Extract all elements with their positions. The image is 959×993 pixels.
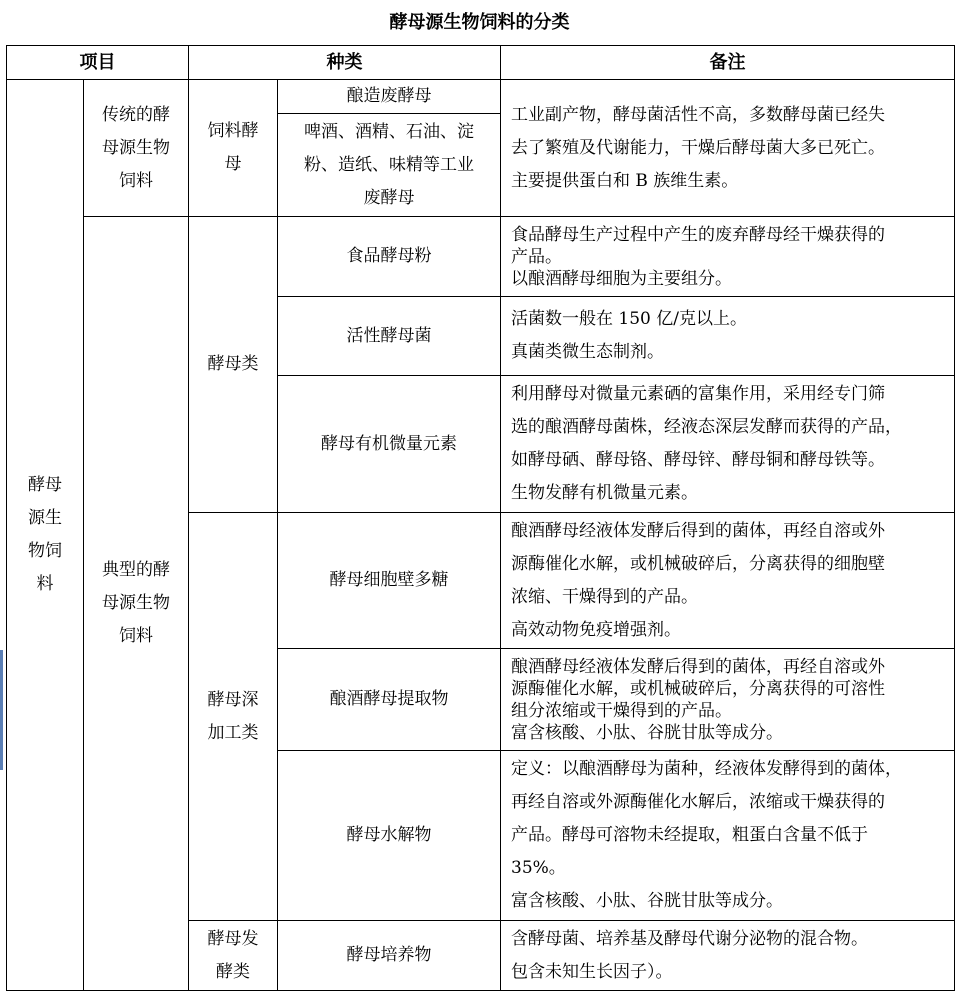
note-line: 含酵母菌、培养基及酵母代谢分泌物的混合物。: [511, 928, 868, 949]
note-line: 选的酿酒酵母菌株，经液态深层发酵而获得的产品，: [511, 417, 902, 437]
traditional-label-line: 母源生物: [102, 137, 170, 158]
yeast-class-label: 酵母类: [189, 217, 278, 513]
kind-yeast-culture: 酵母培养物: [278, 921, 501, 991]
kind-industrial-waste-yeast: [278, 114, 501, 217]
note-line: 酿酒酵母经液体发酵后得到的菌体，再经自溶或外: [511, 520, 885, 541]
note-line: 以酿酒酵母细胞为主要组分。: [511, 268, 732, 289]
kind-line: 废酵母: [363, 187, 415, 208]
kind-line: 粉、造纸、味精等工业: [304, 154, 474, 175]
header-note: 备注: [501, 46, 955, 80]
note-line: 35%。: [511, 858, 566, 878]
typical-label-line: 饲料: [119, 626, 153, 646]
note-yeast-trace-elements: [501, 376, 955, 513]
note-line: 食品酵母生产过程中产生的废弃酵母经干燥获得的: [511, 224, 885, 245]
classification-table: [6, 45, 955, 991]
traditional-label-cell: [84, 80, 189, 217]
root-label-cell: [7, 80, 84, 991]
fermentation-label-line: 酵类: [216, 961, 250, 982]
page-title: 酵母源生物饲料的分类: [389, 12, 570, 33]
note-line: 浓缩、干燥得到的产品。: [511, 586, 698, 607]
kind-food-yeast-powder: 食品酵母粉: [278, 217, 501, 297]
note-yeast-hydrolysate: [501, 751, 955, 921]
kind-brewing-waste-yeast: 酿造废酵母: [278, 80, 501, 114]
typical-label-cell: [84, 217, 189, 991]
note-line: 酿酒酵母经液体发酵后得到的菌体，再经自溶或外: [511, 656, 885, 677]
typical-label-line: 母源生物: [102, 593, 170, 613]
traditional-label-line: 传统的酵: [102, 104, 170, 125]
note-line: 工业副产物，酵母菌活性不高，多数酵母菌已经失: [511, 104, 885, 125]
typical-label-line: 典型的酵: [102, 560, 170, 580]
note-line: 富含核酸、小肽、谷胱甘肽等成分。: [511, 722, 783, 743]
note-line: 主要提供蛋白和 B 族维生素。: [511, 170, 739, 191]
deep-processing-label-cell: [189, 513, 278, 921]
note-line: 高效动物免疫增强剂。: [511, 619, 681, 640]
note-line: 利用酵母对微量元素硒的富集作用，采用经专门筛: [511, 384, 885, 404]
traditional-label-line: 饲料: [119, 170, 153, 191]
note-line: 活菌数一般在 150 亿/克以上。: [511, 309, 747, 329]
note-brewer-yeast-extract: [501, 649, 955, 751]
note-yeast-cell-wall-polysaccharide: [501, 513, 955, 649]
kind-active-yeast: 活性酵母菌: [278, 297, 501, 376]
kind-brewer-yeast-extract: 酿酒酵母提取物: [278, 649, 501, 751]
note-line: 去了繁殖及代谢能力，干燥后酵母菌大多已死亡。: [511, 137, 885, 158]
root-label-line: 物饲: [28, 541, 62, 561]
feed-yeast-label-line: 饲料酵: [207, 121, 259, 141]
kind-yeast-hydrolysate: 酵母水解物: [278, 751, 501, 921]
note-line: 源酶催化水解，或机械破碎后，分离获得的细胞壁: [511, 553, 885, 574]
left-edge-accent: [0, 650, 3, 770]
root-label-line: 料: [36, 574, 54, 594]
note-line: 源酶催化水解，或机械破碎后，分离获得的可溶性: [511, 678, 885, 699]
header-item: 项目: [7, 46, 189, 80]
note-active-yeast: [501, 297, 955, 376]
note-line: 富含核酸、小肽、谷胱甘肽等成分。: [511, 891, 783, 911]
note-line: 真菌类微生态制剂。: [511, 342, 664, 362]
deep-processing-label-line: 加工类: [207, 722, 259, 743]
header-kind: 种类: [189, 46, 501, 80]
note-traditional: [501, 80, 955, 217]
note-line: 再经自溶或外源酶催化水解后，浓缩或干燥获得的: [511, 792, 885, 812]
deep-processing-label-line: 酵母深: [207, 689, 259, 710]
feed-yeast-label-line: 母: [224, 154, 242, 174]
note-line: 包含未知生长因子）。: [511, 961, 673, 982]
note-yeast-culture: [501, 921, 955, 991]
note-line: 产品。酵母可溶物未经提取，粗蛋白含量不低于: [511, 825, 868, 845]
root-label-line: 源生: [28, 508, 62, 528]
note-line: 如酵母硒、酵母铬、酵母锌、酵母铜和酵母铁等。: [511, 450, 885, 470]
note-line: 生物发酵有机微量元素。: [511, 483, 698, 503]
note-line: 组分浓缩或干燥得到的产品。: [511, 700, 732, 721]
fermentation-label-cell: [189, 921, 278, 991]
kind-yeast-trace-elements: 酵母有机微量元素: [278, 376, 501, 513]
note-line: 产品。: [511, 246, 562, 267]
root-label-line: 酵母: [28, 475, 62, 495]
fermentation-label-line: 酵母发: [207, 928, 259, 949]
note-food-yeast-powder: [501, 217, 955, 297]
kind-line: 啤酒、酒精、石油、淀: [304, 121, 474, 142]
note-line: 定义：以酿酒酵母为菌种，经液体发酵得到的菌体，: [511, 759, 902, 779]
kind-yeast-cell-wall-polysaccharide: 酵母细胞壁多糖: [278, 513, 501, 649]
feed-yeast-label-cell: [189, 80, 278, 217]
